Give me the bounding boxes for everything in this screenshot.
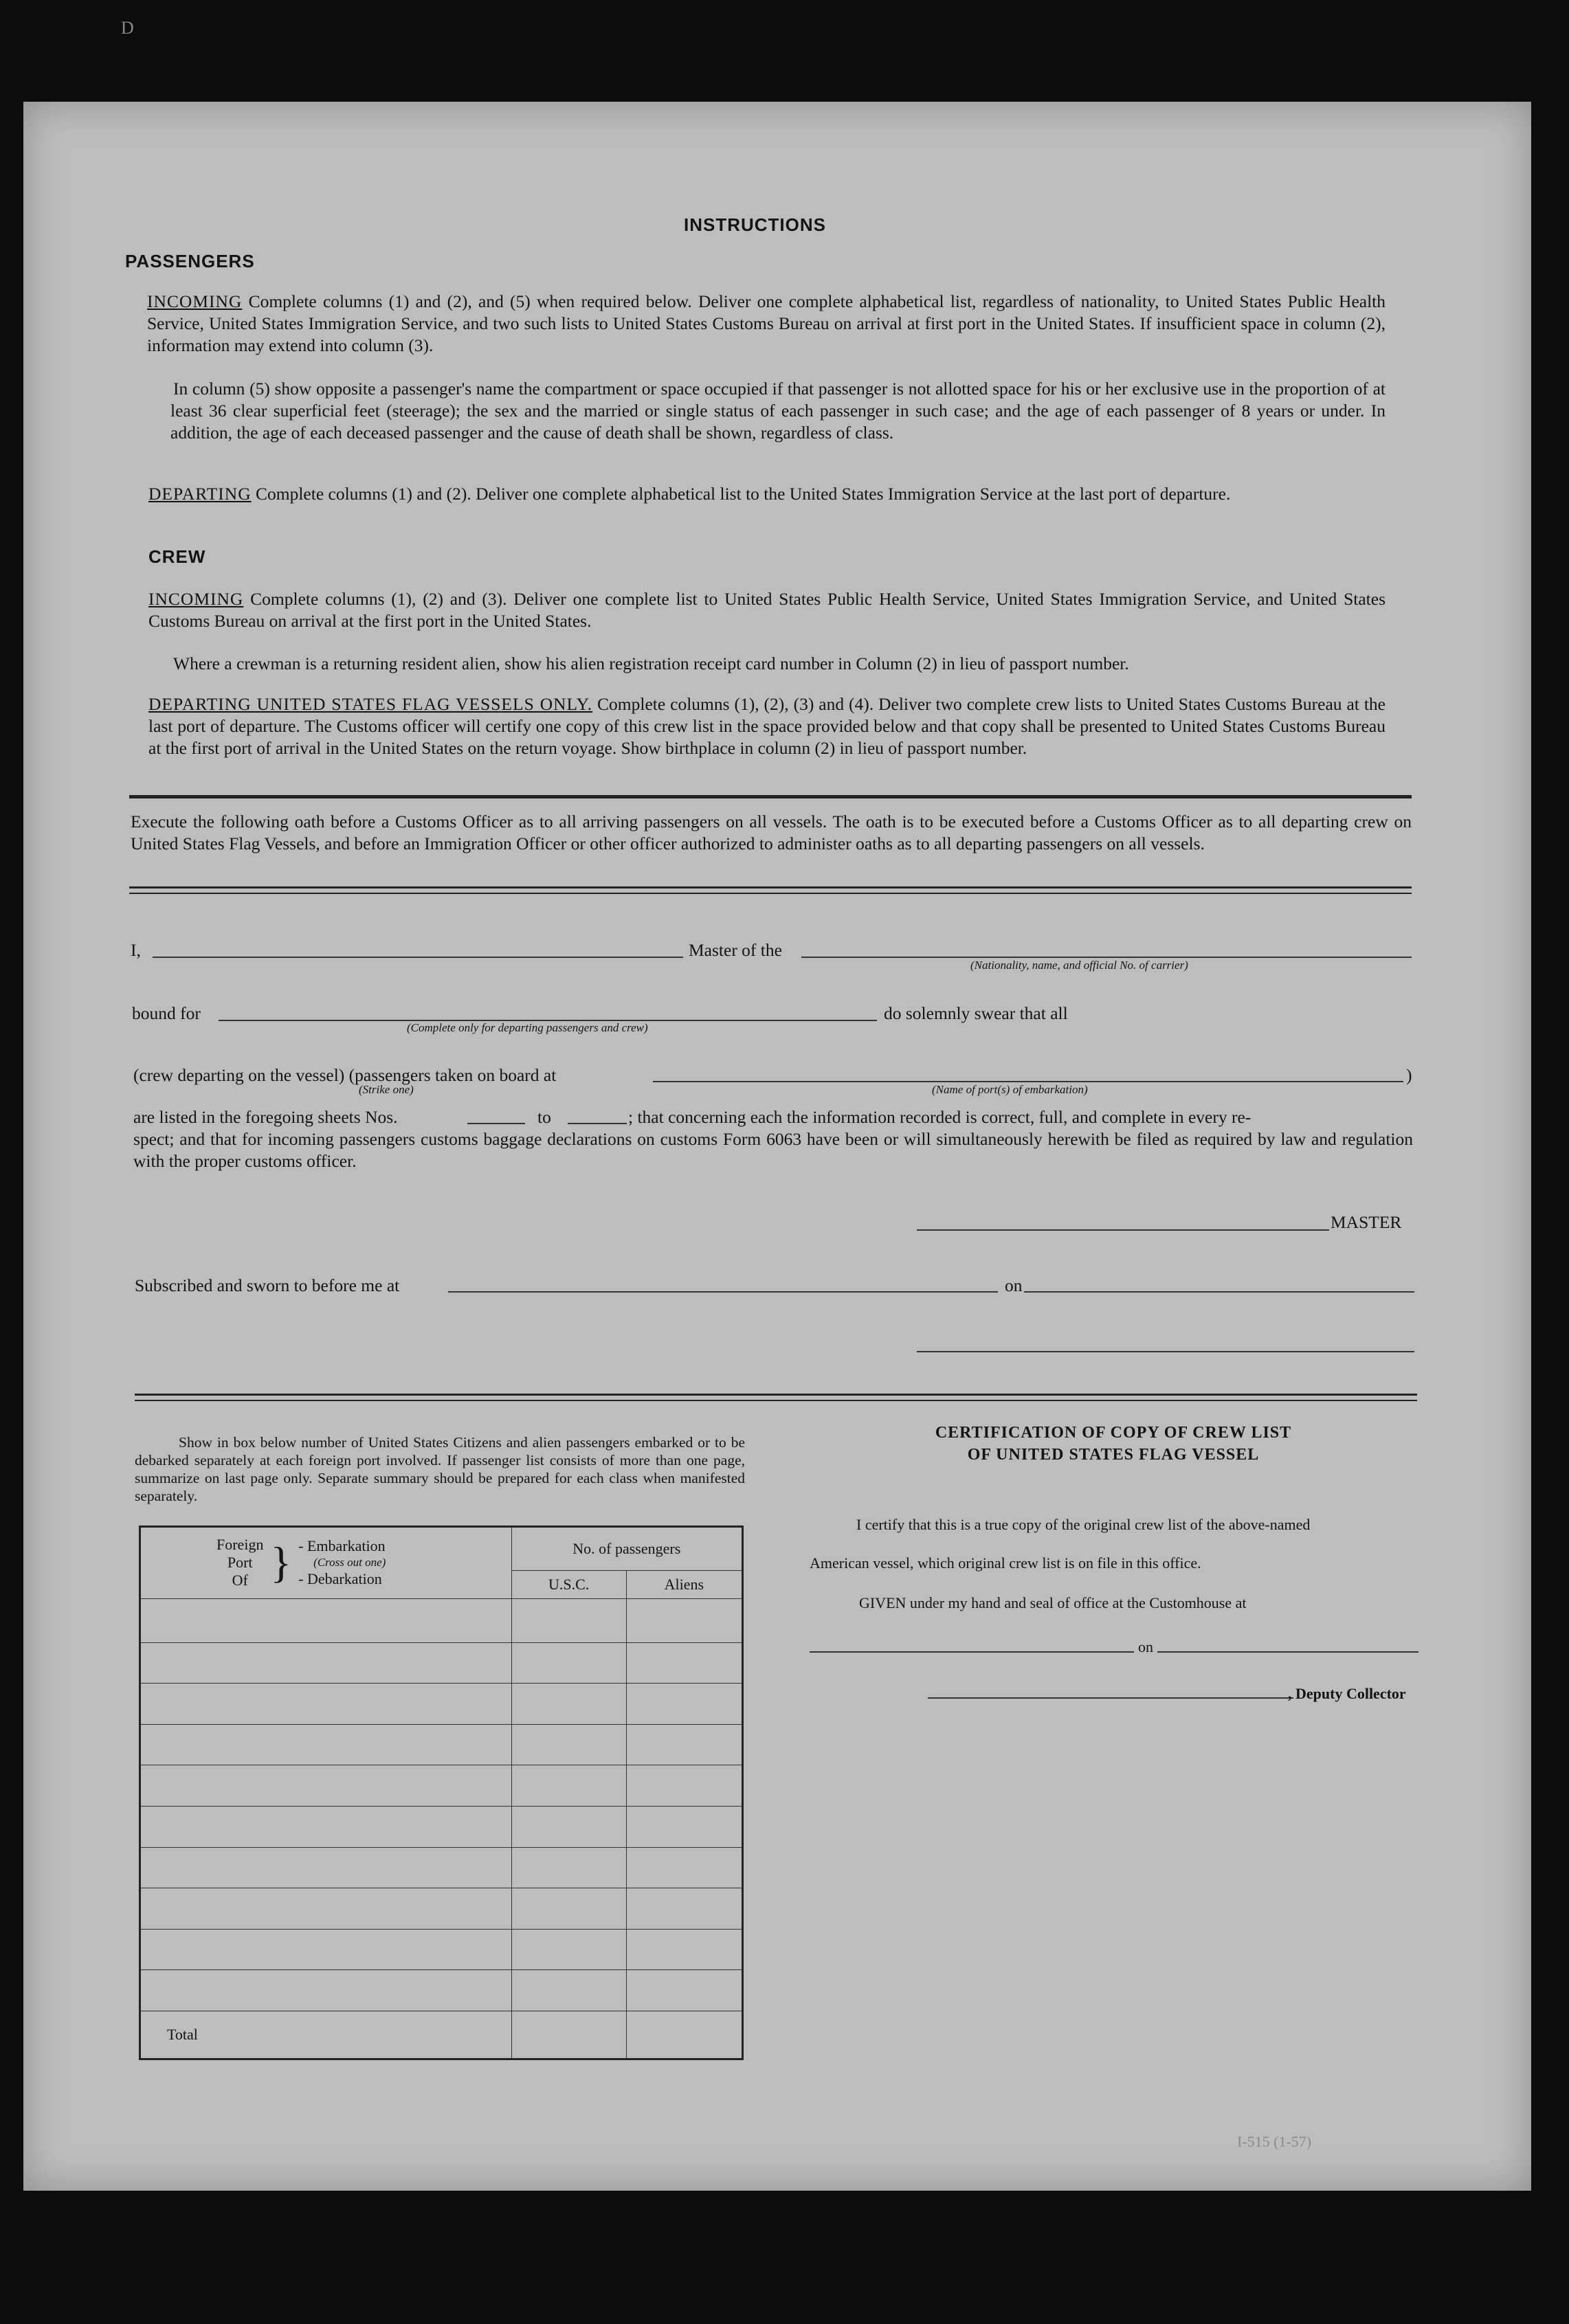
usc-cell[interactable] (511, 1847, 626, 1888)
usc-cell[interactable] (511, 1684, 626, 1725)
sheets-text-2: spect; and that for incoming passengers customs baggage declarations on customs Form 6063 have been or will simultaneously herewith be filed as required by law and regulation with the proper customs officer. (133, 1129, 1413, 1171)
usc-cell[interactable] (511, 1970, 626, 2011)
port-cell[interactable] (140, 1806, 512, 1847)
sheets-label: are listed in the foregoing sheets Nos. (133, 1107, 398, 1127)
sworn-date-field[interactable] (1024, 1291, 1414, 1293)
aliens-cell[interactable] (626, 1806, 742, 1847)
certification-title-2: OF UNITED STATES FLAG VESSEL (967, 1446, 1260, 1464)
aliens-cell[interactable] (626, 1847, 742, 1888)
port-cell[interactable] (140, 1642, 512, 1684)
master-label: MASTER (1331, 1212, 1402, 1232)
crew-incoming-label: INCOMING (148, 589, 244, 609)
passengers-departing-text: Complete columns (1) and (2). Deliver one complete alphabetical list to the United States Immigration Service at the last port of departure. (256, 484, 1231, 504)
section-divider (129, 795, 1412, 798)
passengers-departing-label: DEPARTING (148, 484, 252, 504)
port-cell[interactable] (140, 1724, 512, 1765)
port-cell[interactable] (140, 1970, 512, 2011)
carrier-field[interactable] (801, 957, 1412, 958)
port-cell[interactable] (140, 1929, 512, 1970)
passengers-departing-paragraph (148, 483, 1386, 505)
aliens-cell[interactable] (626, 1929, 742, 1970)
swear-text: do solemnly swear that all (884, 1003, 1068, 1023)
port-cell[interactable] (140, 1765, 512, 1807)
certification-title-1: CERTIFICATION OF COPY OF CREW LIST (935, 1424, 1292, 1442)
oath-divider (129, 886, 1412, 894)
sworn-place-field[interactable] (448, 1291, 998, 1293)
certification-date-field[interactable] (1157, 1651, 1418, 1653)
sheets-text-1: ; that concerning each the information recorded is correct, full, and complete in every re- (628, 1107, 1251, 1127)
form-number: I-515 (1-57) (1237, 2133, 1312, 2150)
total-label: Total (140, 2011, 512, 2059)
oath-intro: Execute the following oath before a Customs Officer as to all arriving passengers on all vessels. The oath is to be executed before a Customs Officer as to all departing crew on United States Flag Vessels, and before an Immigration Officer or other officer authorized to administer oaths as to all departing passengers on all vessels. (131, 812, 1412, 853)
summary-instructions: Show in box below number of United States Citizens and alien passengers embarked or to be debarked separately at each foreign port involved. If passenger list consists of more than one page, summarize on last page only. Separate summary should be prepared for each class when manifested separately. (135, 1434, 745, 1504)
oath-i-label: I, (131, 940, 141, 960)
bound-for-label: bound for (132, 1003, 201, 1023)
certification-on-label: on (1138, 1638, 1153, 1655)
port-cell[interactable] (140, 1598, 512, 1642)
port-cell[interactable] (140, 1847, 512, 1888)
summary-divider (135, 1394, 1417, 1401)
usc-cell[interactable] (511, 1598, 626, 1642)
usc-cell[interactable] (511, 1806, 626, 1847)
certify-line-2: American vessel, which original crew list is on file in this office. (810, 1554, 1201, 1572)
officer-signature-field[interactable] (917, 1351, 1414, 1352)
aliens-cell[interactable] (626, 1765, 742, 1807)
passengers-incoming-paragraph (147, 291, 1386, 357)
aliens-header: Aliens (626, 1570, 742, 1598)
debarkation-option[interactable]: - Debarkation (298, 1570, 382, 1588)
deputy-collector-label: , Deputy Collector (1288, 1685, 1406, 1702)
crew-heading: CREW (148, 546, 206, 567)
strike-one-caption: (Strike one) (359, 1083, 414, 1096)
master-signature-field[interactable] (917, 1229, 1329, 1231)
no-of-passengers-header: No. of passengers (511, 1527, 742, 1571)
aliens-cell[interactable] (626, 1888, 742, 1930)
passenger-summary-table (139, 1526, 744, 2060)
foreign-port-header (140, 1527, 512, 1599)
total-aliens-cell[interactable] (626, 2011, 742, 2059)
oath-on-label: on (1005, 1275, 1023, 1295)
aliens-cell[interactable] (626, 1970, 742, 2011)
cross-out-caption: (Cross out one) (313, 1556, 386, 1569)
passengers-column5-text: In column (5) show opposite a passenger's name the compartment or space occupied if that passenger is not allotted space for his or her exclusive use in the proportion of at least 36 clear superficial feet (steerage); the sex and the married or single status of each passenger in such case; and the age of each passenger of 8 years or under. In addition, the age of each deceased passenger and the cause of death shall be shown, regardless of class. (170, 379, 1386, 443)
port-label: Port (227, 1554, 253, 1572)
crew-departing-label: DEPARTING UNITED STATES FLAG VESSELS ONLY. (148, 694, 593, 714)
sheet-from-field[interactable] (467, 1123, 525, 1124)
brace-icon: } (270, 1538, 292, 1587)
foreign-label: Foreign (216, 1536, 264, 1554)
passengers-incoming-label: INCOMING (147, 291, 243, 311)
master-name-field[interactable] (153, 957, 683, 958)
subscribed-label: Subscribed and sworn to before me at (135, 1275, 400, 1295)
crew-resident-text: Where a crewman is a returning resident alien, show his alien registration receipt card number in Column (2) in lieu of passport number. (173, 653, 1129, 673)
port-caption: (Name of port(s) of embarkation) (932, 1083, 1088, 1096)
corner-mark: D (121, 18, 134, 38)
crew-incoming-text: Complete columns (1), (2) and (3). Deliver one complete list to United States Public Health Service, United States Immigration Service, and United States Customs Bureau on arrival at the first port in the United States. (148, 589, 1386, 631)
sheet-to-field[interactable] (568, 1123, 627, 1124)
aliens-cell[interactable] (626, 1642, 742, 1684)
crew-departing-text-line: (crew departing on the vessel) (passengers taken on board at (133, 1065, 557, 1085)
crew-incoming-paragraph (148, 588, 1386, 632)
port-embarkation-field[interactable] (653, 1081, 1403, 1082)
crew-departing-paragraph (148, 693, 1386, 759)
passengers-heading: PASSENGERS (125, 251, 255, 271)
passengers-incoming-text: Complete columns (1) and (2), and (5) when required below. Deliver one complete alphabetical list, regardless of nationality, to United States Public Health Service, United States Immigration Service, and two such lists to United States Customs Bureau on arrival at first port in the United States. If insufficient space in column (2), information may extend into column (3). (147, 291, 1386, 355)
port-cell[interactable] (140, 1888, 512, 1930)
of-label: Of (232, 1572, 248, 1589)
given-line: GIVEN under my hand and seal of office at the Customhouse at (859, 1594, 1247, 1611)
crew-departing-text: Complete columns (1), (2), (3) and (4). Deliver two complete crew lists to United States Customs Bureau at the last port of departure. The Customs officer will certify one copy of this crew list in the space provided below and that copy shall be presented to United States Customs Bureau at the first port of arrival in the United States on the return voyage. Show birthplace in column (2) in lieu of passport number. (148, 694, 1386, 758)
usc-header: U.S.C. (511, 1570, 626, 1598)
usc-cell[interactable] (511, 1724, 626, 1765)
usc-cell[interactable] (511, 1765, 626, 1807)
deputy-signature-field[interactable] (928, 1697, 1293, 1699)
aliens-cell[interactable] (626, 1724, 742, 1765)
usc-cell[interactable] (511, 1929, 626, 1970)
certify-line-1: I certify that this is a true copy of the original crew list of the above-named (856, 1516, 1311, 1533)
total-usc-cell[interactable] (511, 2011, 626, 2059)
carrier-caption: (Nationality, name, and official No. of carrier) (970, 959, 1188, 972)
embarkation-option[interactable]: - Embarkation (298, 1537, 386, 1555)
aliens-cell[interactable] (626, 1598, 742, 1642)
usc-cell[interactable] (511, 1888, 626, 1930)
sheets-to-label: to (537, 1107, 551, 1127)
close-paren: ) (1406, 1065, 1412, 1085)
customhouse-field[interactable] (810, 1651, 1134, 1653)
master-of-label: Master of the (689, 940, 782, 960)
aliens-cell[interactable] (626, 1684, 742, 1725)
port-cell[interactable] (140, 1684, 512, 1725)
page-title: INSTRUCTIONS (684, 214, 826, 235)
usc-cell[interactable] (511, 1642, 626, 1684)
bound-for-caption: (Complete only for departing passengers and crew) (407, 1021, 648, 1034)
